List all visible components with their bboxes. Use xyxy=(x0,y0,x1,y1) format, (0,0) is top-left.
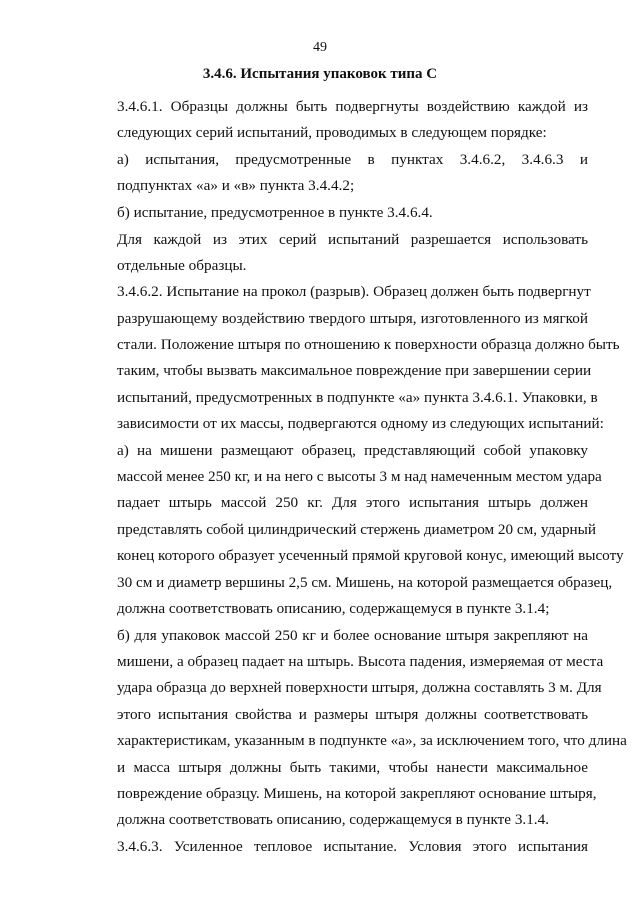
text-line: зависимости от их массы, подвергаются одному из следующих испытаний: xyxy=(117,415,604,432)
text-line: массой менее 250 кг, и на него с высоты 3 м над намеченным местом удара xyxy=(117,468,602,485)
text-line: отдельные образцы. xyxy=(117,257,247,274)
text-line: следующих серий испытаний, проводимых в следующем порядке: xyxy=(117,124,547,141)
text-line: 3.4.6.3. Усиленное тепловое испытание. Условия этого испытания xyxy=(117,838,588,855)
text-line: должна соответствовать описанию, содержащемуся в пункте 3.1.4. xyxy=(117,811,549,828)
text-line: б) испытание, предусмотренное в пункте 3.4.6.4. xyxy=(117,204,433,221)
section-title: 3.4.6. Испытания упаковок типа С xyxy=(202,66,438,82)
text-line: стали. Положение штыря по отношению к поверхности образца должно быть xyxy=(117,336,620,353)
text-line: Для каждой из этих серий испытаний разрешается использовать xyxy=(117,231,588,248)
text-line: падает штырь массой 250 кг. Для этого испытания штырь должен xyxy=(117,494,588,511)
text-line: представлять собой цилиндрический стержень диаметром 20 см, ударный xyxy=(117,521,596,538)
text-line: и масса штыря должны быть такими, чтобы нанести максимальное xyxy=(117,759,588,776)
text-line: удара образца до верхней поверхности штыря, должна составлять 3 м. Для xyxy=(117,679,602,696)
text-line: должна соответствовать описанию, содержащемуся в пункте 3.1.4; xyxy=(117,600,550,617)
text-line: этого испытания свойства и размеры штыря должны соответствовать xyxy=(117,706,588,723)
text-line: мишени, а образец падает на штырь. Высота падения, измеряемая от места xyxy=(117,653,604,670)
text-line: а) на мишени размещают образец, представляющий собой упаковку xyxy=(117,442,588,459)
text-line: а) испытания, предусмотренные в пунктах 3.4.6.2, 3.4.6.3 и xyxy=(117,151,588,168)
text-line: 3.4.6.1. Образцы должны быть подвергнуты воздействию каждой из xyxy=(117,98,588,115)
text-line: 3.4.6.2. Испытание на прокол (разрыв). Образец должен быть подвергнут xyxy=(117,283,591,300)
text-line: повреждение образцу. Мишень, на которой закрепляют основание штыря, xyxy=(117,785,597,802)
page-number: 49 xyxy=(313,40,327,55)
text-line: разрушающему воздействию твердого штыря, изготовленного из мягкой xyxy=(117,310,588,327)
text-line: подпунктах «а» и «в» пункта 3.4.4.2; xyxy=(117,177,355,194)
text-line: б) для упаковок массой 250 кг и более основание штыря закрепляют на xyxy=(117,627,588,644)
text-line: 30 см и диаметр вершины 2,5 см. Мишень, на которой размещается образец, xyxy=(117,574,613,591)
text-line: характеристикам, указанным в подпункте «а», за исключением того, что длина xyxy=(117,732,627,749)
text-line: испытаний, предусмотренных в подпункте «а» пункта 3.4.6.1. Упаковки, в xyxy=(117,389,598,406)
text-line: конец которого образует усеченный прямой круговой конус, имеющий высоту xyxy=(117,547,624,564)
text-line: таким, чтобы вызвать максимальное повреждение при завершении серии xyxy=(117,362,592,379)
